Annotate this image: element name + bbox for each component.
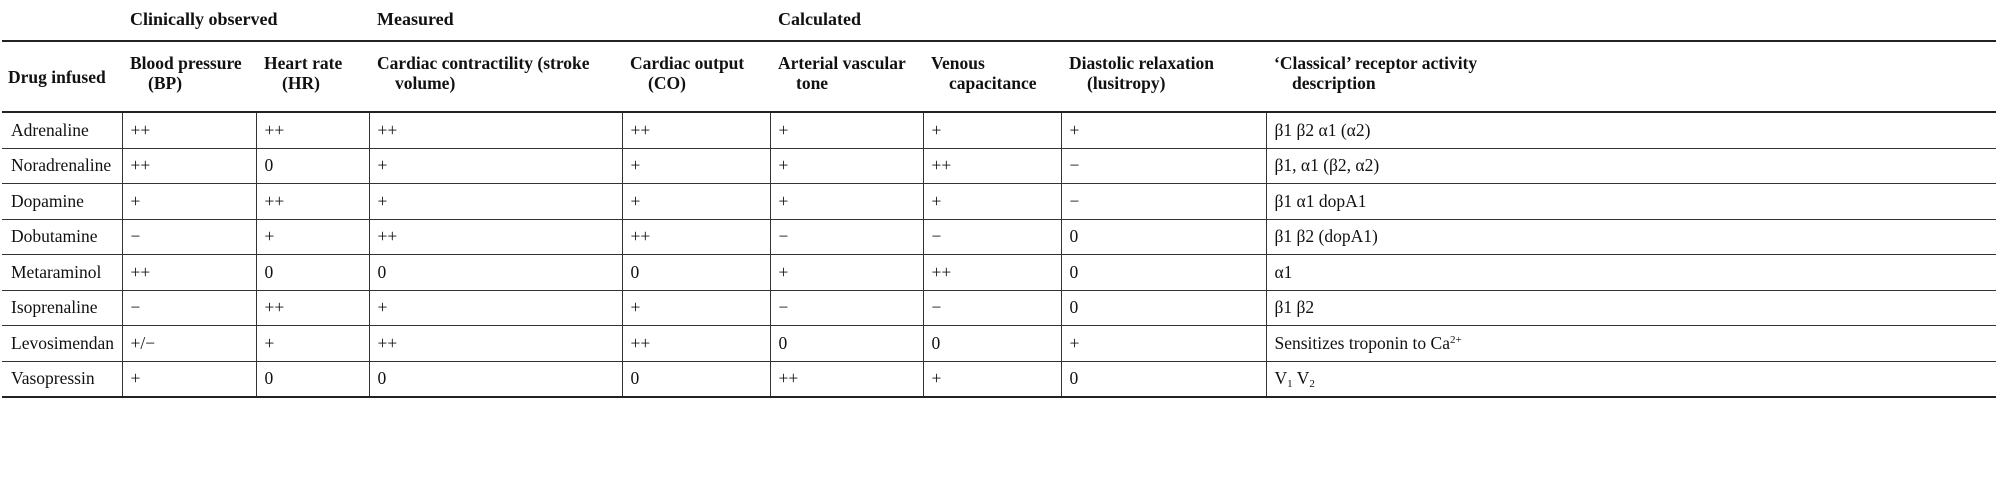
cell-diastolic: 0	[1061, 219, 1266, 255]
cell-drug: Metaraminol	[2, 255, 122, 291]
cell-arterial: +	[770, 148, 923, 184]
cell-venous: +	[923, 361, 1061, 397]
cell-diastolic: 0	[1061, 255, 1266, 291]
cell-hr: +	[256, 219, 369, 255]
cell-drug: Vasopressin	[2, 361, 122, 397]
cell-contractility: 0	[369, 361, 622, 397]
receptor-superscript: 2+	[1449, 333, 1462, 346]
cell-contractility: +	[369, 148, 622, 184]
receptor-subscript: 2	[1309, 378, 1315, 391]
table-row	[2, 148, 1996, 184]
cell-drug: Dobutamine	[2, 219, 122, 255]
receptor-text: V	[1292, 368, 1310, 389]
cell-drug: Levosimendan	[2, 326, 122, 362]
header-diastolic-relaxation: Diastolic relaxation (lusitropy)	[1061, 41, 1266, 112]
cell-drug: Noradrenaline	[2, 148, 122, 184]
header-venous-capacitance: Venous capacitance	[923, 41, 1061, 112]
cell-receptor: β1, α1 (β2, α2)	[1266, 148, 1996, 184]
cell-drug: Dopamine	[2, 184, 122, 220]
cell-venous: ++	[923, 148, 1061, 184]
cell-diastolic: 0	[1061, 361, 1266, 397]
header-heart-rate: Heart rate (HR)	[256, 41, 369, 112]
cell-drug: Isoprenaline	[2, 290, 122, 326]
header-receptor-activity: ‘Classical’ receptor activity description	[1266, 41, 1996, 112]
cell-bp: +	[122, 184, 256, 220]
receptor-text: V	[1274, 368, 1288, 389]
cell-hr: ++	[256, 290, 369, 326]
cell-venous: +	[923, 184, 1061, 220]
cell-receptor: β1 β2 α1 (α2)	[1266, 112, 1996, 148]
group-measured: Measured	[369, 0, 622, 41]
cell-contractility: ++	[369, 326, 622, 362]
cell-venous: 0	[923, 326, 1061, 362]
cell-receptor	[1266, 326, 1996, 362]
cell-hr: 0	[256, 148, 369, 184]
cell-co: ++	[622, 326, 770, 362]
drug-effects-table	[2, 0, 1996, 398]
cell-co: +	[622, 148, 770, 184]
group-clinically-observed: Clinically observed	[122, 0, 369, 41]
cell-co: 0	[622, 255, 770, 291]
cell-contractility: 0	[369, 255, 622, 291]
header-drug-infused: Drug infused	[2, 41, 122, 112]
cell-venous: +	[923, 112, 1061, 148]
table-row	[2, 326, 1996, 362]
cell-co: +	[622, 184, 770, 220]
header-cardiac-output: Cardiac output (CO)	[622, 41, 770, 112]
cell-diastolic: −	[1061, 184, 1266, 220]
cell-venous: −	[923, 290, 1061, 326]
cell-arterial: −	[770, 290, 923, 326]
cell-hr: ++	[256, 184, 369, 220]
cell-contractility: +	[369, 184, 622, 220]
cell-arterial: +	[770, 184, 923, 220]
cell-contractility: ++	[369, 112, 622, 148]
table-row	[2, 290, 1996, 326]
receptor-subscript: 1	[1287, 378, 1293, 391]
receptor-text: Sensitizes troponin to Ca	[1274, 332, 1450, 353]
cell-arterial: −	[770, 219, 923, 255]
cell-receptor: α1	[1266, 255, 1996, 291]
cell-hr: 0	[256, 255, 369, 291]
group-spacer	[2, 0, 122, 41]
cell-diastolic: 0	[1061, 290, 1266, 326]
cell-bp: ++	[122, 148, 256, 184]
group-spacer	[622, 0, 770, 41]
cell-arterial: ++	[770, 361, 923, 397]
cell-arterial: 0	[770, 326, 923, 362]
cell-arterial: +	[770, 255, 923, 291]
cell-diastolic: −	[1061, 148, 1266, 184]
cell-arterial: +	[770, 112, 923, 148]
cell-co: +	[622, 290, 770, 326]
cell-hr: 0	[256, 361, 369, 397]
cell-bp: −	[122, 290, 256, 326]
cell-co: ++	[622, 112, 770, 148]
table-row	[2, 112, 1996, 148]
cell-diastolic: +	[1061, 112, 1266, 148]
cell-bp: +/−	[122, 326, 256, 362]
header-cardiac-contractility: Cardiac contractility (stroke volume)	[369, 41, 622, 112]
group-calculated: Calculated	[770, 0, 1996, 41]
cell-bp: −	[122, 219, 256, 255]
cell-contractility: +	[369, 290, 622, 326]
cell-receptor: β1 β2	[1266, 290, 1996, 326]
cell-drug: Adrenaline	[2, 112, 122, 148]
group-header-row	[2, 0, 1996, 41]
cell-contractility: ++	[369, 219, 622, 255]
cell-receptor	[1266, 361, 1996, 397]
table-row	[2, 219, 1996, 255]
header-blood-pressure: Blood pressure (BP)	[122, 41, 256, 112]
cell-bp: ++	[122, 112, 256, 148]
cell-venous: ++	[923, 255, 1061, 291]
column-header-row	[2, 41, 1996, 112]
cell-bp: ++	[122, 255, 256, 291]
table-row	[2, 255, 1996, 291]
cell-receptor: β1 α1 dopA1	[1266, 184, 1996, 220]
table-row	[2, 361, 1996, 397]
cell-venous: −	[923, 219, 1061, 255]
cell-hr: ++	[256, 112, 369, 148]
cell-bp: +	[122, 361, 256, 397]
table-row	[2, 184, 1996, 220]
cell-receptor: β1 β2 (dopA1)	[1266, 219, 1996, 255]
cell-hr: +	[256, 326, 369, 362]
cell-diastolic: +	[1061, 326, 1266, 362]
header-arterial-vascular-tone: Arterial vascular tone	[770, 41, 923, 112]
cell-co: 0	[622, 361, 770, 397]
cell-co: ++	[622, 219, 770, 255]
